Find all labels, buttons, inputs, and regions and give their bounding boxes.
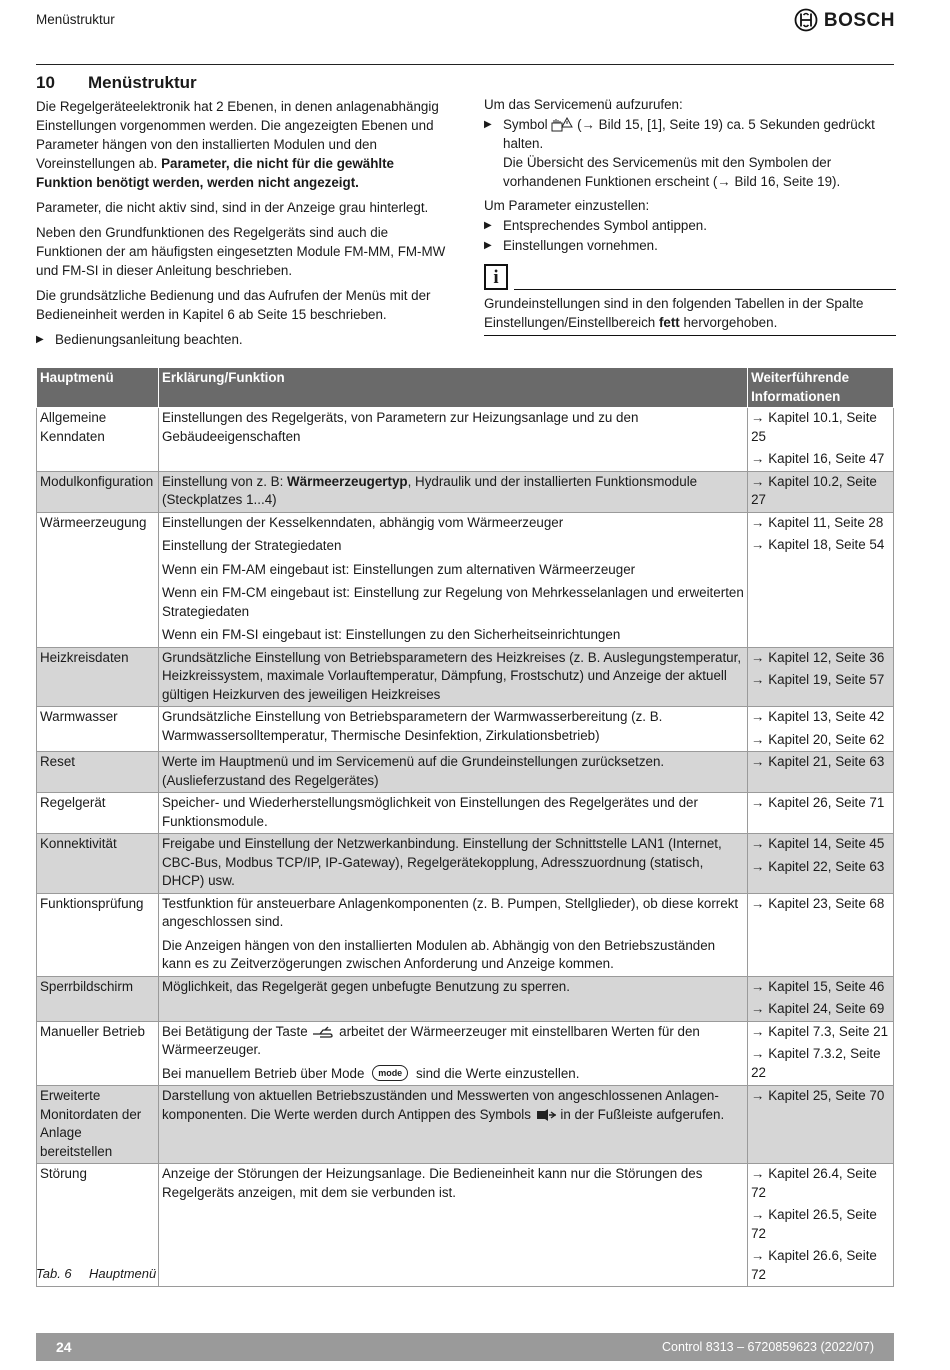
chapter-reference: → Kapitel 10.2, Seite 27 — [751, 473, 877, 507]
table-row — [37, 408, 894, 472]
reference-cell — [748, 976, 894, 1021]
step-result: Die Übersicht des Servicemenüs mit den Symbolen der vorhandenen Funktionen erscheint (→ Bild 16, Seite 19). — [503, 155, 841, 189]
info-text-part: Grundeinstellungen sind in den folgenden Tabellen in der Spalte Einstellungen/Einstellbereich — [484, 296, 864, 330]
explanation-cell: Freigabe und Einstellung der Netzwerkanbindung. Einstellung der Schnittstelle LAN1 (Internet, CBC-Bus, Modbus TCP/IP, IP-Gateway), Regelgerätekopplung, Adresszuordnung (statisch, DHCP) usw. — [158, 834, 747, 894]
right-column — [484, 95, 896, 336]
service-menu-step-text — [503, 115, 896, 191]
explanation-cell: Möglichkeit, das Regelgerät gegen unbefugte Benutzung zu sperren. — [158, 976, 747, 1021]
reference-cell — [748, 752, 894, 793]
explanation-line: Wenn ein FM-SI eingebaut ist: Einstellungen zu den Sicherheitseinrichtungen — [161, 627, 621, 642]
instruction-bullet — [36, 330, 448, 349]
step-instruction: (→ Bild 15, [1], Seite 19) ca. 5 Sekunden gedrückt halten. — [503, 117, 875, 151]
caption-text: Hauptmenü — [89, 1266, 157, 1281]
explanation-line: Wenn ein FM-AM eingebaut ist: Einstellungen zum alternativen Wärmeerzeuger — [161, 561, 636, 577]
table-row — [37, 893, 894, 976]
explanation-cell — [158, 1021, 747, 1086]
reference-cell — [748, 1021, 894, 1086]
info-bold-word: fett — [658, 315, 680, 330]
reference-cell — [748, 707, 894, 752]
chapter-reference: → Kapitel 21, Seite 63 — [751, 754, 885, 769]
table-row — [37, 976, 894, 1021]
reference-cell — [748, 893, 894, 976]
bosch-armature-icon — [794, 8, 818, 32]
chapter-reference: → Kapitel 10.1, Seite 25 — [751, 410, 877, 444]
section-heading — [36, 72, 448, 94]
service-menu-intro: Um das Servicemenü aufzurufen: — [484, 97, 683, 112]
step-text: Einstellungen vornehmen. — [503, 238, 658, 253]
chapter-reference: → Kapitel 19, Seite 57 — [751, 672, 885, 687]
menu-cell: Erweiterte Monitordaten der Anlage bereitstellen — [37, 1086, 159, 1164]
chapter-reference: → Kapitel 26.4, Seite 72 — [751, 1166, 877, 1200]
modules-paragraph: Neben den Grundfunktionen des Regelgeräts sind auch die Funktionen der am häufigsten eingesetzten Module FM-MM, FM-MW und FM-SI in dieser Anleitung beschrieben. — [36, 225, 446, 278]
explanation-cell: Einstellungen des Regelgeräts, von Parametern zur Heizungsanlage und zu den Gebäudeeigenschaften — [158, 408, 747, 472]
mode-button-icon: mode — [372, 1065, 408, 1081]
explanation-line: Die Anzeigen hängen von den installierten Modulen ab. Abhängig von den Betriebszuständen kann es zu Zeitverzögerungen zwischen Anforderung und Anzeige kommen. — [161, 937, 716, 971]
explanation-line: Testfunktion für ansteuerbare Anlagenkomponenten (z. B. Pumpen, Stellglieder), ob diese korrekt angeschlossen sind. — [161, 895, 739, 929]
menu-cell: Manueller Betrieb — [37, 1021, 159, 1086]
info-rule — [514, 289, 896, 290]
explanation-line — [162, 1065, 744, 1084]
menu-cell: Funktionsprüfung — [37, 893, 159, 976]
table-row — [37, 793, 894, 834]
table-row — [37, 834, 894, 894]
explanation-cell — [158, 1086, 747, 1164]
chapter-reference: → Kapitel 22, Seite 63 — [751, 858, 885, 874]
header-divider — [36, 64, 894, 65]
explanation-text: Bei Betätigung der Taste — [161, 1023, 308, 1039]
explanation-cell: Grundsätzliche Einstellung von Betriebsparametern der Warmwasserbereitung (z. B. Warmwassersolltemperatur, Thermische Desinfektion, Zirkulationsbetrieb) — [158, 707, 747, 752]
menu-cell: Modulkonfiguration — [37, 471, 159, 512]
page-number: 24 — [56, 1339, 72, 1355]
table-row — [37, 1021, 894, 1086]
step-text: Entsprechendes Symbol antippen. — [503, 218, 707, 233]
reference-cell — [748, 471, 894, 512]
monitor-hand-icon — [535, 1107, 557, 1123]
explanation-text: arbeitet der Wärmeerzeuger mit einstellbaren Werten für den Wärmeerzeuger. — [161, 1023, 700, 1057]
bullet-text: Bedienungsanleitung beachten. — [55, 332, 243, 347]
chapter-reference: → Kapitel 15, Seite 46 — [751, 978, 885, 994]
set-params-step-1 — [484, 216, 896, 235]
explanation-text: Einstellung von z. B: — [161, 473, 288, 489]
set-params-step-2 — [484, 236, 896, 255]
chapter-reference: → Kapitel 20, Seite 62 — [751, 731, 885, 747]
table-header-row — [37, 368, 894, 408]
info-icon: i — [484, 264, 508, 290]
inactive-params-paragraph: Parameter, die nicht aktiv sind, sind in der Anzeige grau hinterlegt. — [36, 200, 429, 215]
explanation-cell — [158, 512, 747, 647]
bullet-arrow-icon: ▶ — [484, 220, 492, 231]
table-row — [37, 1086, 894, 1164]
chapter-reference: → Kapitel 18, Seite 54 — [751, 537, 885, 552]
table-row — [37, 1164, 894, 1287]
chapter-reference: → Kapitel 26.6, Seite 72 — [751, 1248, 877, 1282]
reference-cell — [748, 408, 894, 472]
brand-name: BOSCH — [823, 9, 895, 31]
explanation-line: Einstellung der Strategiedaten — [161, 538, 342, 553]
menu-cell: Warmwasser — [37, 707, 159, 752]
chapter-reference: → Kapitel 12, Seite 36 — [751, 649, 885, 665]
col-header-explanation: Erklärung/Funktion — [158, 368, 747, 408]
chapter-reference: → Kapitel 11, Seite 28 — [751, 514, 884, 530]
intro-bold-text: Parameter, die nicht für die gewählte Funktion benötigt werden, werden nicht angezeigt. — [36, 156, 394, 190]
menu-cell: Allgemeine Kenndaten — [37, 408, 159, 472]
main-menu-table — [36, 367, 894, 1287]
explanation-cell: Werte im Hauptmenü und im Servicemenü auf die Grundeinstellungen zurücksetzen. (Auslieferzustand des Regelgerätes) — [158, 752, 747, 793]
bullet-arrow-icon: ▶ — [36, 334, 44, 345]
reference-cell — [748, 793, 894, 834]
menu-cell: Sperrbildschirm — [37, 976, 159, 1021]
explanation-cell — [158, 893, 747, 976]
section-number: 10 — [36, 73, 55, 92]
menu-cell: Heizkreisdaten — [37, 647, 159, 707]
chapter-reference: → Kapitel 16, Seite 47 — [751, 451, 885, 466]
bullet-arrow-icon: ▶ — [484, 240, 492, 251]
reference-cell — [748, 834, 894, 894]
explanation-line: Einstellungen der Kesselkenndaten, abhängig vom Wärmeerzeuger — [161, 514, 564, 530]
bullet-arrow-icon: ▶ — [484, 119, 492, 130]
explanation-cell: Grundsätzliche Einstellung von Betriebsparametern des Heizkreises (z. B. Auslegungstemperatur, Heizkreissystem, maximale Vorlauftemperatur, Dämpfung, Frostschutz) und Anzeige der aktuell gültigen Heizkurven des jeweiligen Heizkreises — [158, 647, 747, 707]
section-title: Menüstruktur — [88, 73, 197, 92]
reference-cell — [748, 512, 894, 647]
table-caption — [36, 1264, 156, 1283]
info-text-end: hervorgehoben. — [679, 315, 778, 330]
page-header-title: Menüstruktur — [36, 12, 115, 27]
service-menu-step — [484, 115, 896, 191]
caption-label: Tab. 6 — [36, 1266, 72, 1281]
table-row — [37, 471, 894, 512]
chapter-reference: → Kapitel 26.5, Seite 72 — [751, 1207, 877, 1241]
explanation-cell: Speicher- und Wiederherstellungsmöglichkeit von Einstellungen des Regelgerätes und der Funktionsmodule. — [158, 793, 747, 834]
hand-button-icon — [311, 1025, 335, 1039]
explanation-line — [162, 1023, 744, 1060]
menu-cell: Störung — [37, 1164, 159, 1287]
table-row — [37, 512, 894, 647]
explanation-line: Wenn ein FM-CM eingebaut ist: Einstellung zur Regelung von Mehrkesselanlagen und erweiterten Strategiedaten — [161, 585, 744, 619]
brand-logo — [794, 8, 895, 32]
explanation-text: Darstellung von aktuellen Betriebszuständen und Messwerten von angeschlossenen Anlagenkomponenten. Die Werte werden durch Antippen des Symbols — [161, 1088, 719, 1122]
intro-paragraph — [36, 97, 448, 192]
explanation-text: Bei manuellem Betrieb über Mode — [161, 1065, 365, 1081]
menu-cell: Konnektivität — [37, 834, 159, 894]
chapter-reference: → Kapitel 24, Seite 69 — [751, 1001, 885, 1016]
table-row — [37, 752, 894, 793]
explanation-cell: Anzeige der Störungen der Heizungsanlage. Die Bedieneinheit kann nur die Störungen des Regelgeräts anzeigen, mit dem sie verbunden ist. — [158, 1164, 747, 1287]
info-note — [484, 264, 896, 336]
left-column — [36, 72, 448, 350]
explanation-text: sind die Werte einzustellen. — [415, 1065, 580, 1081]
document-id: Control 8313 – 6720859623 (2022/07) — [662, 1340, 874, 1354]
reference-cell — [748, 1164, 894, 1287]
reference-cell — [748, 647, 894, 707]
menu-cell: Wärmeerzeugung — [37, 512, 159, 647]
explanation-cell — [158, 471, 747, 512]
operation-paragraph: Die grundsätzliche Bedienung und das Aufrufen der Menüs mit der Bedieneinheit werden in Kapitel 6 ab Seite 15 beschrieben. — [36, 288, 431, 322]
col-header-main-menu: Hauptmenü — [37, 368, 159, 408]
table-row — [37, 707, 894, 752]
chapter-reference: → Kapitel 26, Seite 71 — [751, 795, 885, 810]
chapter-reference: → Kapitel 14, Seite 45 — [751, 836, 885, 851]
service-hand-warning-icon — [551, 117, 573, 133]
chapter-reference: → Kapitel 7.3, Seite 21 — [751, 1023, 889, 1039]
menu-cell: Reset — [37, 752, 159, 793]
chapter-reference: → Kapitel 13, Seite 42 — [751, 709, 885, 724]
chapter-reference: → Kapitel 23, Seite 68 — [751, 895, 885, 911]
info-text — [484, 290, 896, 336]
reference-cell — [748, 1086, 894, 1164]
explanation-text: , Hydraulik und der installierten Funktionsmodule (Steckplatzes 1...4) — [161, 473, 698, 507]
chapter-reference: → Kapitel 7.3.2, Seite 22 — [751, 1046, 881, 1080]
set-params-intro: Um Parameter einzustellen: — [484, 198, 650, 213]
table-row — [37, 647, 894, 707]
menu-cell: Regelgerät — [37, 793, 159, 834]
explanation-bold-text: Wärmeerzeugertyp — [287, 473, 408, 489]
col-header-further-info: Weiterführende Informationen — [748, 368, 894, 408]
step-symbol-label: Symbol — [503, 117, 548, 132]
explanation-text: in der Fußleiste aufgerufen. — [560, 1106, 725, 1122]
chapter-reference: → Kapitel 25, Seite 70 — [751, 1088, 885, 1103]
page-footer — [36, 1333, 894, 1361]
intro-text: Die Regelgeräteelektronik hat 2 Ebenen, in denen anlagenabhängig Einstellungen vorgenommen werden. Die angezeigten Ebenen und Parameter hängen von den installierten Modulen und den Voreinstellungen ab. — [36, 99, 439, 171]
